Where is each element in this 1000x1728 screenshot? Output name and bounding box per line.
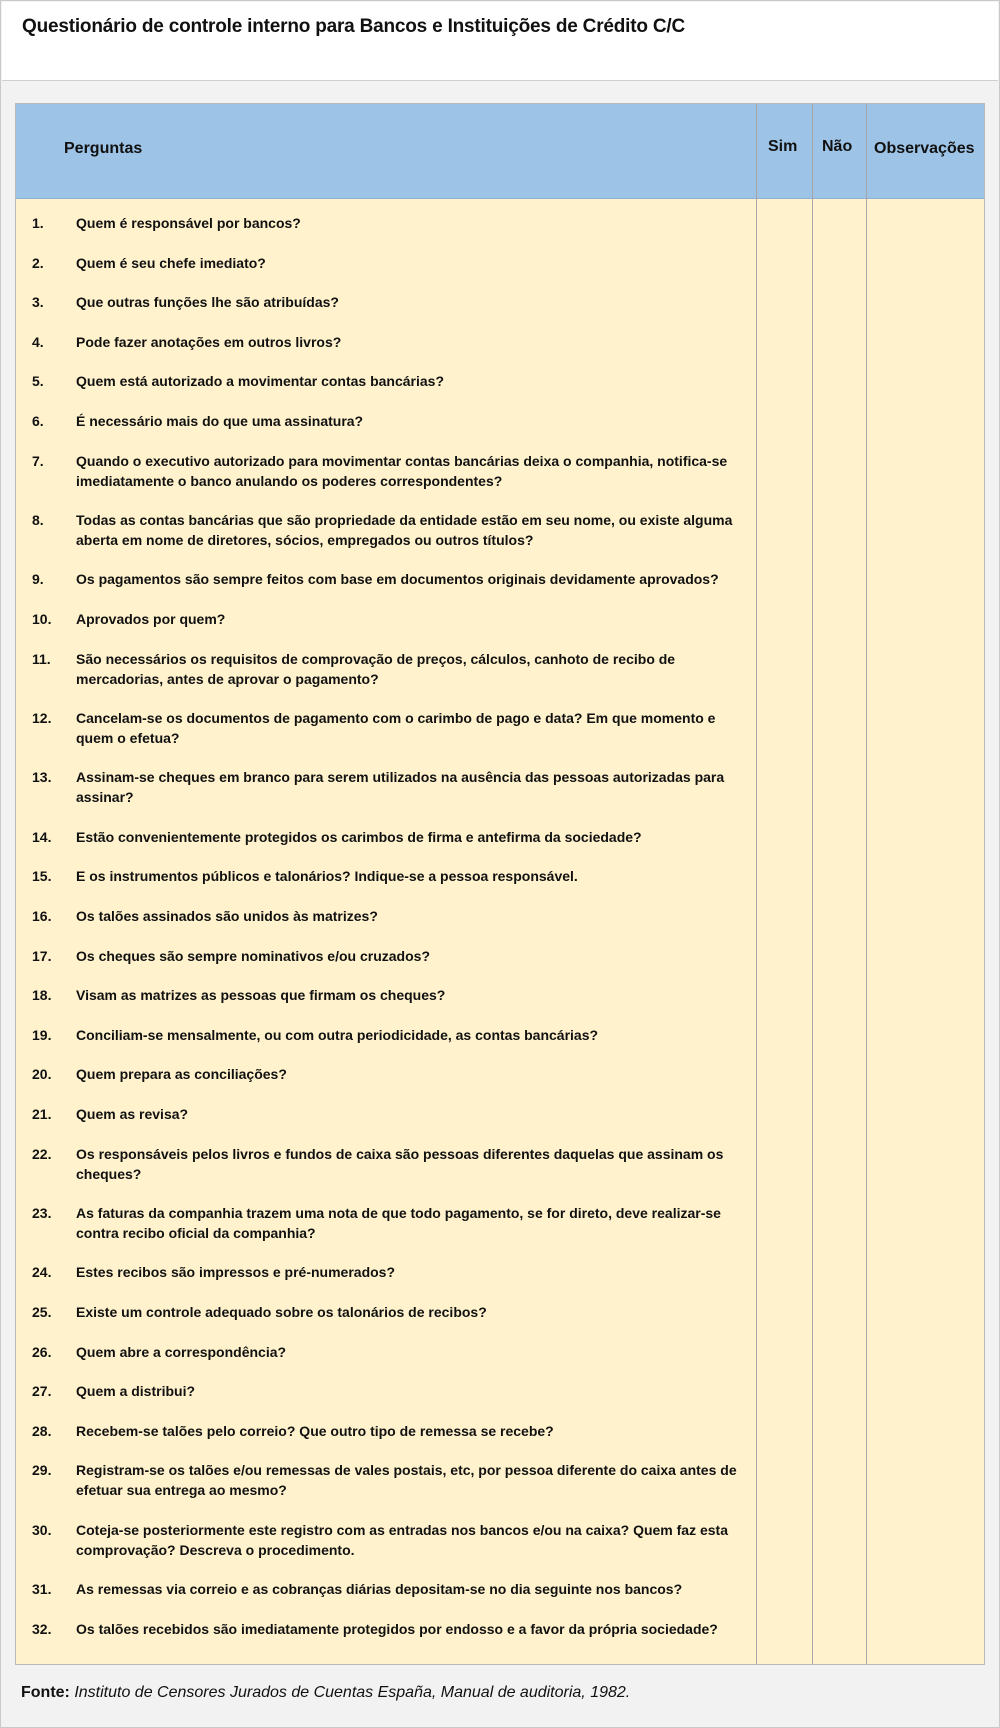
- question-number: 25.: [32, 1304, 52, 1320]
- question-text: Estão convenientemente protegidos os carimbos de firma e antefirma da sociedade?: [76, 828, 642, 845]
- question-number: 28.: [32, 1422, 52, 1439]
- questionnaire-table: [15, 103, 985, 1665]
- question-number: 15.: [32, 868, 52, 885]
- header-observacoes: Observações: [874, 140, 975, 157]
- question-number: 6.: [32, 413, 44, 429]
- question-text: Os talões assinados são unidos às matrizes?: [76, 908, 378, 924]
- question-number: 1.: [32, 215, 44, 231]
- question-text: Estes recibos são impressos e pré-numerados?: [76, 1264, 396, 1281]
- question-text: Existe um controle adequado sobre os talonários de recibos?: [76, 1304, 487, 1320]
- source-note: [21, 1684, 630, 1702]
- question-text: Todas as contas bancárias que são propriedade da entidade estão em seu nome, ou existe alguma aberta em nome de diretores, sócios, empregados ou outros títulos?: [76, 512, 733, 548]
- question-text: Cancelam-se os documentos de pagamento com o carimbo de pago e data? Em que momento e quem o efetua?: [76, 710, 716, 746]
- column-divider: [812, 104, 813, 1664]
- question-text: As faturas da companhia trazem uma nota de que todo pagamento, se for direto, deve realizar-se contra recibo oficial da companhia?: [76, 1205, 721, 1241]
- column-divider: [756, 104, 757, 1664]
- question-text: Quem abre a correspondência?: [76, 1343, 287, 1360]
- question-number: 16.: [32, 908, 52, 924]
- question-text: São necessários os requisitos de comprovação de preços, cálculos, canhoto de recibo de mercadorias, antes de aprovar o pagamento?: [76, 650, 676, 687]
- source-label: Fonte:: [21, 1684, 70, 1701]
- question-text: Conciliam-se mensalmente, ou com outra periodicidade, as contas bancárias?: [76, 1026, 599, 1043]
- question-text: Quem prepara as conciliações?: [76, 1066, 287, 1083]
- document-title: Questionário de controle interno para Bancos e Instituições de Crédito C/C: [22, 16, 685, 37]
- question-number: 32.: [32, 1620, 52, 1637]
- question-number: 13.: [32, 769, 52, 786]
- question-text: Quem as revisa?: [76, 1106, 189, 1122]
- question-text: Os pagamentos são sempre feitos com base em documentos originais devidamente aprovados?: [76, 571, 719, 588]
- question-text: É necessário mais do que uma assinatura?: [76, 413, 364, 429]
- question-text: Que outras funções lhe são atribuídas?: [76, 294, 339, 311]
- question-number: 14.: [32, 828, 52, 845]
- question-text: Recebem-se talões pelo correio? Que outro tipo de remessa se recebe?: [76, 1422, 554, 1439]
- column-divider: [866, 104, 867, 1664]
- question-number: 31.: [32, 1581, 52, 1598]
- header-perguntas: Perguntas: [64, 140, 143, 157]
- source-text: Instituto de Censores Jurados de Cuentas España, Manual de auditoria, 1982.: [69, 1684, 631, 1701]
- question-number: 17.: [32, 947, 52, 964]
- question-number: 4.: [32, 333, 44, 350]
- question-text: Os responsáveis pelos livros e fundos de caixa são pessoas diferentes daquelas que assinam os cheques?: [76, 1145, 724, 1182]
- question-number: 9.: [32, 571, 44, 588]
- question-number: 8.: [32, 512, 44, 528]
- question-text: Aprovados por quem?: [76, 611, 226, 627]
- question-number: 27.: [32, 1383, 52, 1400]
- question-text: Os cheques são sempre nominativos e/ou cruzados?: [76, 947, 430, 964]
- question-number: 7.: [32, 452, 44, 469]
- header-nao: Não: [822, 138, 853, 155]
- question-number: 24.: [32, 1264, 52, 1281]
- question-text: Visam as matrizes as pessoas que firmam os cheques?: [76, 987, 446, 1004]
- question-number: 30.: [32, 1521, 52, 1538]
- question-text: Quem está autorizado a movimentar contas bancárias?: [76, 373, 445, 390]
- question-number: 3.: [32, 294, 44, 311]
- question-number: 10.: [32, 611, 52, 627]
- question-number: 26.: [32, 1343, 52, 1360]
- question-text: Assinam-se cheques em branco para serem utilizados na ausência das pessoas autorizadas para assinar?: [76, 769, 725, 806]
- title-box: [2, 2, 998, 81]
- question-text: As remessas via correio e as cobranças diárias depositam-se no dia seguinte nos bancos?: [76, 1581, 683, 1598]
- question-number: 18.: [32, 987, 52, 1004]
- question-number: 20.: [32, 1066, 52, 1083]
- question-text: Quem é responsável por bancos?: [76, 215, 301, 231]
- question-text: Quem a distribui?: [76, 1383, 196, 1400]
- question-text: Registram-se os talões e/ou remessas de vales postais, etc, por pessoa diferente do caixa antes de efetuar sua entrega ao mesmo?: [76, 1462, 737, 1499]
- table-header: [16, 104, 984, 199]
- question-number: 12.: [32, 710, 52, 726]
- question-number: 21.: [32, 1106, 52, 1122]
- question-number: 11.: [32, 650, 51, 667]
- header-sim: Sim: [768, 138, 798, 155]
- question-number: 5.: [32, 373, 44, 390]
- question-number: 23.: [32, 1205, 52, 1221]
- question-text: Coteja-se posteriormente este registro com as entradas nos bancos e/ou na caixa? Quem faz esta comprovação? Descreva o procedimento.: [76, 1521, 728, 1558]
- question-number: 29.: [32, 1462, 52, 1479]
- question-number: 19.: [32, 1026, 52, 1043]
- question-text: Os talões recebidos são imediatamente protegidos por endosso e a favor da própria sociedade?: [76, 1620, 718, 1637]
- question-text: Quando o executivo autorizado para movimentar contas bancárias deixa o companhia, notifica-se imediatamente o banco anulando os poderes correspondentes?: [76, 452, 728, 489]
- question-number: 2.: [32, 254, 44, 271]
- question-number: 22.: [32, 1145, 52, 1162]
- question-text: E os instrumentos públicos e talonários? Indique-se a pessoa responsável.: [76, 868, 578, 885]
- question-text: Quem é seu chefe imediato?: [76, 254, 266, 271]
- question-text: Pode fazer anotações em outros livros?: [76, 333, 342, 350]
